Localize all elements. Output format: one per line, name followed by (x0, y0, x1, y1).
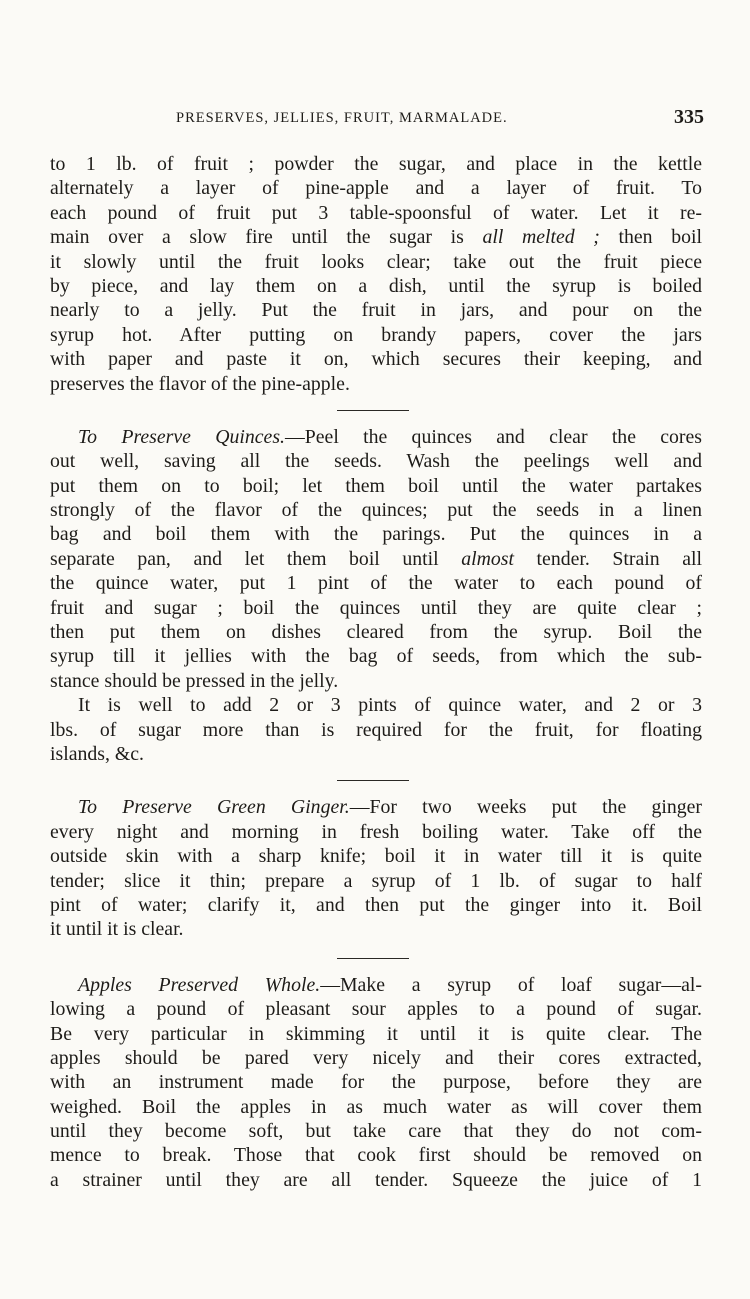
text-line: lowing a pound of pleasant sour apples to a pound of sugar. (50, 998, 702, 1021)
text-line: main over a slow fire until the sugar is all melted ; then boil (50, 226, 702, 249)
emphasis: all melted ; (482, 226, 600, 249)
text-line: islands, &c. (50, 742, 144, 765)
text-line: put them on to boil; let them boil until the water partakes (50, 474, 702, 497)
section-divider (337, 780, 409, 781)
text-line: with paper and paste it on, which secures their keeping, and (50, 348, 702, 371)
recipe-title: Apples Preserved Whole. (78, 973, 321, 996)
text-line: until they become soft, but take care that they do not com- (50, 1120, 702, 1143)
text-line: every night and morning in fresh boiling water. Take off the (50, 820, 702, 843)
text-line: pint of water; clarify it, and then put the ginger into it. Boil (50, 893, 702, 916)
apples-section (50, 973, 702, 1193)
text-line: then put them on dishes cleared from the syrup. Boil the (50, 621, 702, 644)
text-line: To Preserve Green Ginger.—For two weeks put the ginger (78, 796, 702, 819)
text-line: syrup hot. After putting on brandy papers, cover the jars (50, 323, 702, 346)
text-line: To Preserve Quinces.—Peel the quinces and clear the cores (78, 425, 702, 448)
quinces-section (50, 425, 702, 766)
page-number: 335 (674, 106, 704, 128)
emphasis: almost (461, 547, 514, 570)
text-line: alternately a layer of pine-apple and a layer of fruit. To (50, 177, 702, 200)
body-text (50, 152, 702, 1192)
text-line: it slowly until the fruit looks clear; take out the fruit piece (50, 250, 702, 273)
text-line: Be very particular in skimming it until it is quite clear. The (50, 1022, 702, 1045)
text-line: strongly of the flavor of the quinces; put the seeds in a linen (50, 499, 702, 522)
ginger-section (50, 795, 702, 941)
text-line: lbs. of sugar more than is required for the fruit, for floating (50, 718, 702, 741)
recipe-title: To Preserve Quinces. (78, 425, 285, 448)
section-divider (337, 410, 409, 411)
text-line: with an instrument made for the purpose, before they are (50, 1071, 702, 1094)
text-line: tender; slice it thin; prepare a syrup of 1 lb. of sugar to half (50, 869, 702, 892)
text-line: it until it is clear. (50, 918, 184, 941)
text-line: to 1 lb. of fruit ; powder the sugar, and place in the kettle (50, 153, 702, 175)
text-line: out well, saving all the seeds. Wash the peelings well and (50, 450, 702, 473)
text-line: separate pan, and let them boil until almost tender. Strain all (50, 547, 702, 570)
text-line: fruit and sugar ; boil the quinces until they are quite clear ; (50, 596, 702, 619)
text-line: mence to break. Those that cook first should be removed on (50, 1144, 702, 1167)
text-line: apples should be pared very nicely and their cores extracted, (50, 1046, 702, 1069)
text-line: bag and boil them with the parings. Put the quinces in a (50, 523, 702, 546)
text-line: weighed. Boil the apples in as much water as will cover them (50, 1095, 702, 1118)
section-divider (337, 958, 409, 959)
text-line: It is well to add 2 or 3 pints of quince water, and 2 or 3 (78, 694, 702, 717)
text-line: nearly to a jelly. Put the fruit in jars, and pour on the (50, 299, 702, 322)
running-title: PRESERVES, JELLIES, FRUIT, MARMALADE. (176, 110, 508, 126)
text-line: outside skin with a sharp knife; boil it in water till it is quite (50, 845, 702, 868)
text-line: preserves the flavor of the pine-apple. (50, 372, 350, 395)
recipe-title: To Preserve Green Ginger. (78, 796, 350, 819)
pineapple-paragraph (50, 152, 702, 396)
text-line: Apples Preserved Whole.—Make a syrup of loaf sugar—al- (78, 973, 702, 996)
text-line: by piece, and lay them on a dish, until the syrup is boiled (50, 274, 702, 297)
text-line: each pound of fruit put 3 table-spoonsful of water. Let it re- (50, 201, 702, 224)
text-line: stance should be pressed in the jelly. (50, 669, 339, 692)
text-line: syrup till it jellies with the bag of seeds, from which the sub- (50, 645, 702, 668)
text-line: a strainer until they are all tender. Squeeze the juice of 1 (50, 1168, 702, 1191)
text-line: the quince water, put 1 pint of the water to each pound of (50, 572, 702, 595)
running-head (176, 106, 704, 132)
